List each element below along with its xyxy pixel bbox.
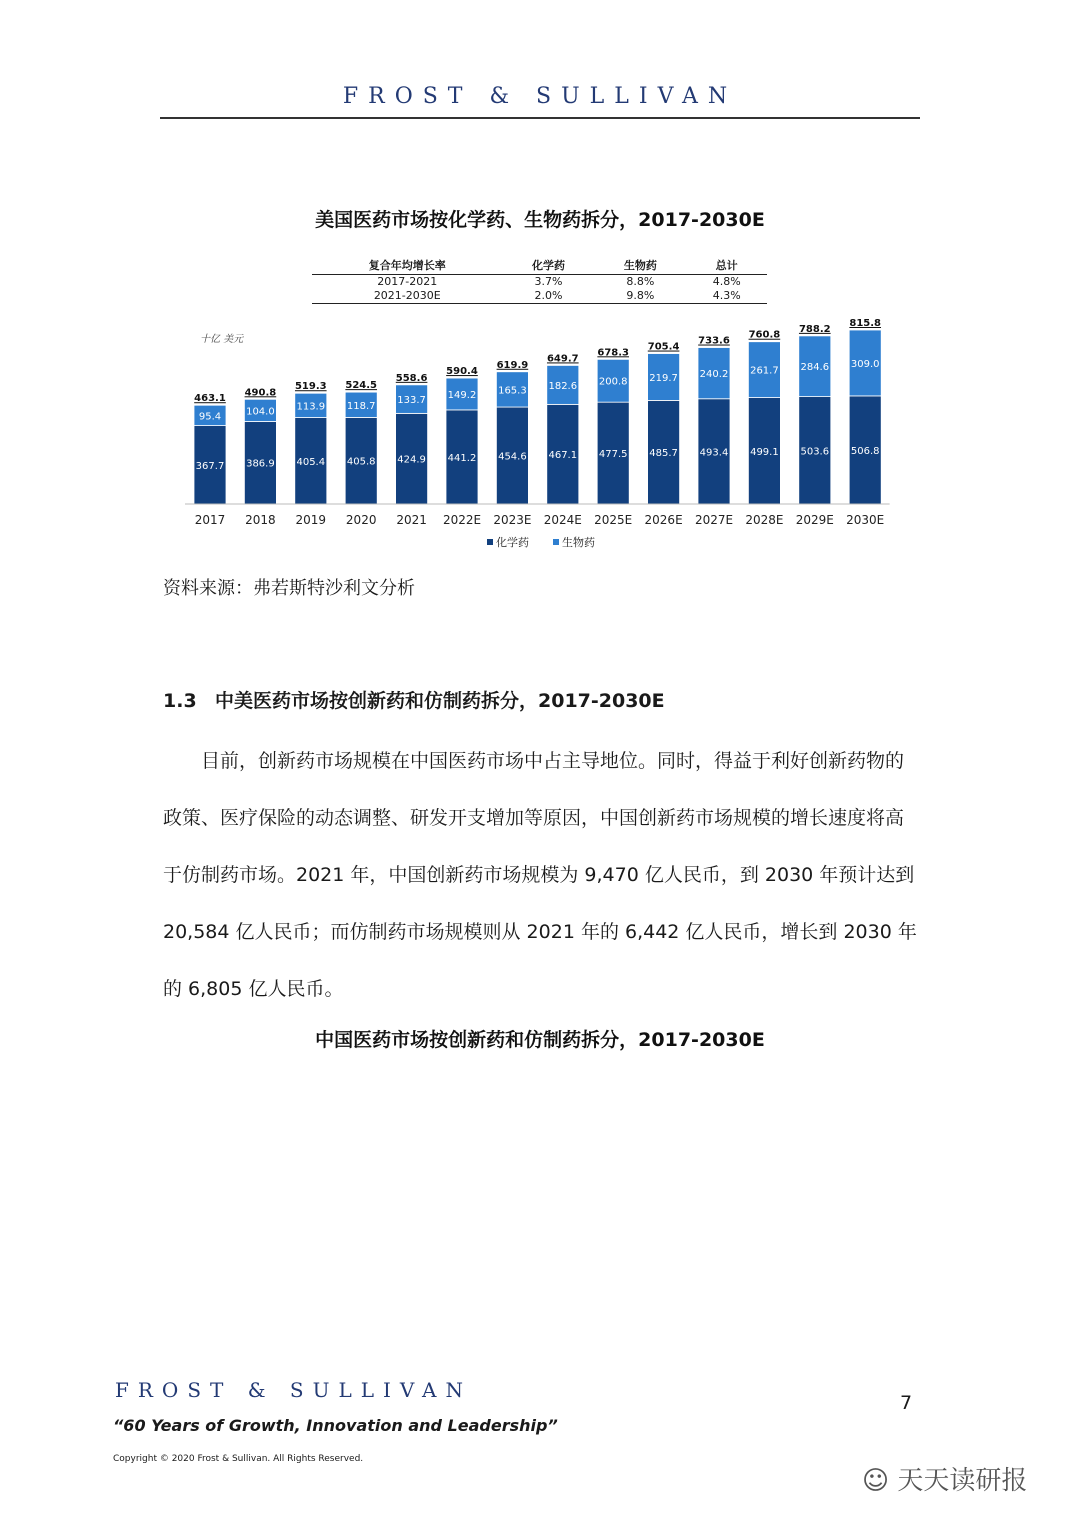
data-label: 454.6 (498, 451, 527, 463)
header-brand-logo: FROST & SULLIVAN (342, 84, 738, 109)
data-label: 261.7 (750, 365, 779, 377)
data-label: 367.7 (195, 460, 225, 472)
x-tick-label: 2023E (493, 513, 532, 527)
data-label: 405.8 (346, 456, 376, 468)
section-title: 中美医药市场按创新药和仿制药拆分，2017-2030E (215, 690, 665, 712)
total-label: 649.7 (546, 353, 579, 365)
legend-swatch (553, 539, 559, 545)
x-tick-label: 2019 (295, 513, 327, 527)
x-tick-label: 2018 (245, 513, 276, 527)
x-tick-label: 2017 (194, 513, 226, 527)
total-label: 678.3 (597, 347, 630, 359)
cagr-cell: 9.8% (594, 289, 686, 304)
total-label: 519.3 (294, 381, 327, 393)
page-number: 7 (900, 1392, 913, 1414)
data-label: 118.7 (346, 400, 376, 412)
cagr-cell: 4.3% (686, 289, 767, 304)
total-label: 705.4 (647, 341, 680, 353)
x-tick-label: 2026E (644, 513, 683, 527)
x-tick-label: 2027E (694, 513, 734, 527)
data-label: 219.7 (649, 372, 678, 384)
data-label: 477.5 (598, 449, 628, 461)
data-label: 95.4 (198, 411, 222, 423)
figure1-title: 美国医药市场按化学药、生物药拆分，2017-2030E (315, 209, 765, 231)
cagr-row (312, 289, 767, 304)
cagr-header-cell: 复合年均增长率 (312, 256, 503, 275)
x-tick-label: 2025E (594, 513, 633, 527)
data-label: 113.9 (296, 401, 326, 413)
x-tick-label: 2021 (396, 513, 427, 527)
footer-brand-logo: FROST & SULLIVAN (115, 1378, 472, 1402)
body-paragraph: 目前，创新药市场规模在中国医药市场中占主导地位。同时，得益于利好创新药物的政策、医疗保险的动态调整、研发开支增加等原因，中国创新药市场规模的增长速度将高于仿制药市场。2021 年，中国创新药市场规模为 9,470 亿人民币，到 2030 年预计达到 20,584 亿人民币；而仿制药市场规模则从 2021 年的 6,442 亿人民币，增长到 2030 年的 6,805 亿人民币。 (163, 750, 917, 1000)
x-tick-label: 2029E (795, 513, 834, 527)
data-label: 506.8 (850, 445, 880, 457)
cagr-header-row (312, 256, 767, 275)
legend-label: 生物药 (562, 536, 595, 549)
footer-tagline: “60 Years of Growth, Innovation and Leadership” (113, 1416, 558, 1435)
data-label: 386.9 (246, 458, 275, 470)
data-label: 441.2 (447, 452, 477, 464)
total-label: 733.6 (698, 335, 730, 347)
cagr-header-cell: 总计 (686, 256, 767, 275)
data-label: 104.0 (246, 406, 275, 418)
total-label: 590.4 (446, 366, 478, 378)
x-tick-label: 2028E (745, 513, 784, 527)
cagr-cell: 8.8% (626, 275, 655, 288)
data-label: 424.9 (397, 454, 426, 466)
data-label: 284.6 (800, 362, 830, 374)
data-label: 503.6 (800, 446, 830, 458)
total-label: 490.8 (244, 387, 277, 399)
data-label: 467.1 (548, 450, 578, 462)
total-label: 558.6 (395, 372, 428, 384)
figure1-source: 资料来源：弗若斯特沙利文分析 (163, 578, 415, 599)
cagr-table (312, 256, 767, 304)
section-heading (163, 686, 665, 713)
total-label: 788.2 (798, 323, 831, 335)
data-label: 405.4 (296, 456, 326, 468)
watermark-text: 天天读研报 (897, 1466, 1028, 1496)
cagr-cell: 2.0% (503, 289, 595, 304)
x-tick-label: 2022E (442, 513, 482, 527)
data-label: 200.8 (598, 376, 628, 388)
x-tick-label: 2030E (846, 513, 885, 527)
stacked-bar-chart (180, 318, 910, 558)
total-label: 760.8 (748, 329, 781, 341)
total-label: 524.5 (345, 380, 378, 392)
cagr-header-cell: 生物药 (594, 256, 686, 275)
data-label: 485.7 (649, 448, 678, 460)
cagr-cell: 4.8% (712, 275, 741, 288)
legend-swatch (487, 539, 493, 545)
cagr-row (312, 275, 767, 290)
x-tick-label: 2020 (345, 513, 377, 527)
wechat-icon: ☺ (862, 1466, 890, 1496)
figure2-title: 中国医药市场按创新药和仿制药拆分，2017-2030E (315, 1029, 765, 1051)
cagr-cell: 2017-2021 (377, 275, 438, 288)
data-label: 493.4 (699, 447, 729, 459)
data-label: 309.0 (850, 358, 880, 370)
x-tick-label: 2024E (543, 513, 582, 527)
cagr-cell: 2021-2030E (312, 289, 503, 304)
cagr-header-cell: 化学药 (503, 256, 595, 275)
data-label: 499.1 (750, 446, 779, 458)
section-number: 1.3 (163, 690, 197, 712)
legend-label: 化学药 (496, 536, 529, 549)
wechat-watermark (862, 1460, 1027, 1497)
header-divider (160, 117, 920, 119)
data-label: 182.6 (548, 380, 578, 392)
data-label: 165.3 (498, 385, 527, 397)
total-label: 619.9 (496, 359, 529, 371)
data-label: 240.2 (699, 369, 729, 381)
total-label: 815.8 (849, 318, 882, 329)
footer-copyright: Copyright © 2020 Frost & Sullivan. All Rights Reserved. (113, 1454, 364, 1464)
data-label: 149.2 (447, 389, 477, 401)
data-label: 133.7 (397, 395, 426, 407)
total-label: 463.1 (194, 393, 226, 405)
cagr-cell: 3.7% (534, 275, 563, 288)
unit-label: 十亿 美元 (200, 334, 244, 345)
